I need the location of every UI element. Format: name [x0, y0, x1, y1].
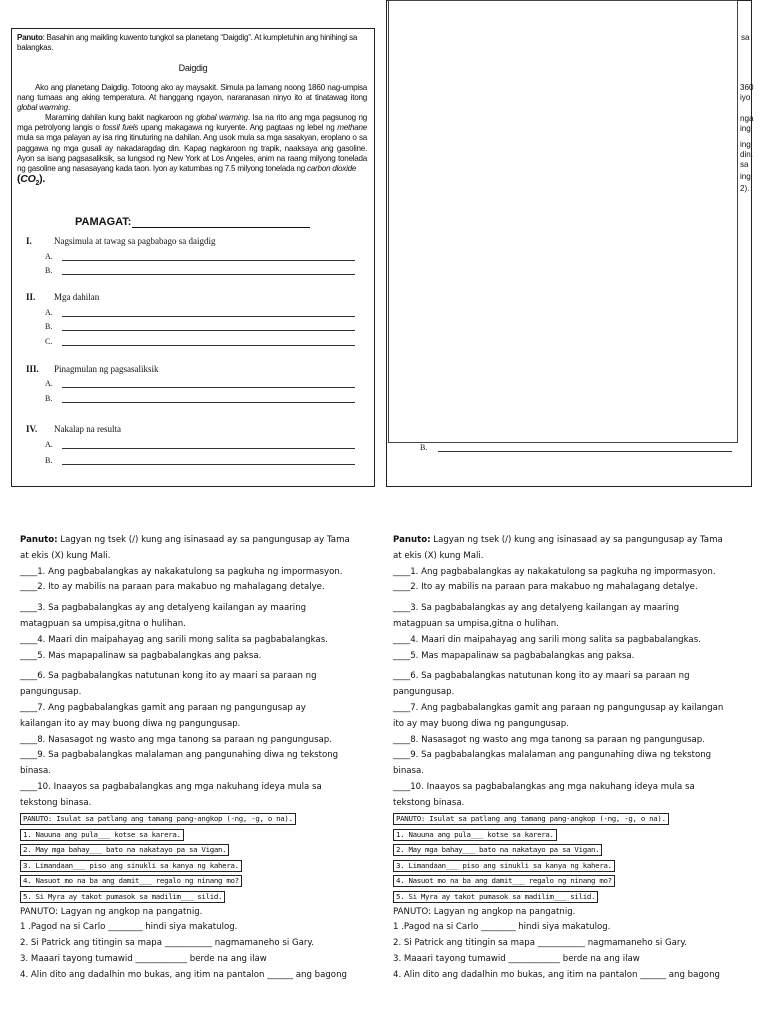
angkop-item-5[interactable]: 5. Si Myra ay takot pumasok sa madilim___ silid.	[20, 891, 225, 903]
angkop-item-1[interactable]: 1. Nauuna ang pula___ kotse sa karera.	[393, 829, 557, 841]
outline-blank-copy-b[interactable]: B.	[420, 443, 740, 453]
pangatnig-item-1[interactable]: 1 .Pagod na si Carlo ________ hindi siya makatulog.	[393, 922, 611, 933]
pangatnig-item-4[interactable]: 4. Alin dito ang dadalhin mo bukas, ang itim na pantalon ______ ang bagong	[20, 969, 347, 980]
item-7[interactable]: ____7. Ang pagbabalangkas gamit ang paraan ng pangungusap ay	[20, 702, 306, 713]
outline-title-blank[interactable]	[132, 227, 310, 228]
pangatnig-item-3[interactable]: 3. Maaari tayong tumawid ____________ berde na ang ilaw	[393, 953, 640, 964]
edge-fragment: nga	[740, 114, 754, 123]
item-2[interactable]: ____2. Ito ay mabilis na paraan para makabuo ng mahalagang detalye.	[20, 582, 325, 593]
angkop-item-3[interactable]: 3. Limandaan___ piso ang sinukli sa kanya ng kahera.	[20, 860, 242, 872]
angkop-item-1[interactable]: 1. Nauuna ang pula___ kotse sa karera.	[20, 829, 184, 841]
angkop-instruction: PANUTO: Isulat sa patlang ang tamang pang-angkop (-ng, -g, o na).	[20, 813, 296, 825]
panuto-instruction: Panuto: Lagyan ng tsek (/) kung ang isinasaad ay sa pangungusap ay Tama	[393, 535, 723, 545]
worksheet-left	[20, 533, 380, 984]
outline-section-3: III. Pinagmulan ng pagsasaliksik	[26, 364, 159, 374]
panuto-instruction-cont: at ekis (X) kung Mali.	[20, 550, 111, 561]
edge-fragment: sa	[741, 33, 750, 42]
worksheet-right	[393, 533, 753, 984]
item-7[interactable]: ____7. Ang pagbabalangkas gamit ang paraan ng pangungusap ay kailangan	[393, 702, 724, 713]
edge-fragment: ing	[740, 172, 751, 181]
item-10[interactable]: ____10. Inaayos sa pagbabalangkas ang mga nakuhang ideya mula sa	[20, 781, 322, 792]
item-6-cont: pangungusap.	[393, 687, 455, 698]
outline-section-4: IV. Nakalap na resulta	[26, 424, 121, 434]
item-10[interactable]: ____10. Inaayos sa pagbabalangkas ang mga nakuhang ideya mula sa	[393, 781, 695, 792]
item-9-cont: binasa.	[20, 766, 52, 777]
outline-blank-1a[interactable]: A.	[45, 252, 360, 262]
item-7-cont: ito ay may buong diwa ng pangungusap.	[393, 718, 569, 729]
edge-fragment: 360	[740, 83, 754, 92]
outline-blank-4a[interactable]: A.	[45, 440, 360, 450]
outline-blank-3b[interactable]: B.	[45, 394, 360, 404]
item-6[interactable]: ____6. Sa pagbabalangkas natutunan kong ito ay maari sa paraan ng	[20, 671, 317, 682]
outline-section-2: II. Mga dahilan	[26, 292, 100, 302]
item-5[interactable]: ____5. Mas mapapalinaw sa pagbabalangkas ang paksa.	[20, 650, 262, 661]
angkop-item-4[interactable]: 4. Nasuot mo na ba ang damit___ regalo ng ninang mo?	[393, 875, 615, 887]
pangatnig-item-2[interactable]: 2. Si Patrick ang titingin sa mapa ___________ nagmamaneho si Gary.	[20, 938, 314, 949]
angkop-item-5[interactable]: 5. Si Myra ay takot pumasok sa madilim___ silid.	[393, 891, 598, 903]
item-2[interactable]: ____2. Ito ay mabilis na paraan para makabuo ng mahalagang detalye.	[393, 582, 698, 593]
item-9[interactable]: ____9. Sa pagbabalangkas malalaman ang pangunahing diwa ng tekstong	[20, 750, 339, 761]
pangatnig-item-1[interactable]: 1 .Pagod na si Carlo ________ hindi siya makatulog.	[20, 922, 238, 933]
pangatnig-instruction: PANUTO: Lagyan ng angkop na pangatnig.	[20, 906, 203, 917]
cover-panel	[388, 0, 738, 443]
item-1[interactable]: ____1. Ang pagbabalangkas ay nakakatulong sa pagkuha ng impormasyon.	[393, 566, 716, 577]
outline-blank-3a[interactable]: A.	[45, 379, 360, 389]
co2-formula: $CO_2$	[20, 172, 40, 187]
outline-blank-4b[interactable]: B.	[45, 456, 360, 466]
outline-blank-2b[interactable]: B.	[45, 322, 360, 332]
angkop-item-2[interactable]: 2. May mga bahay___ bato na nakatayo pa sa Vigan.	[393, 844, 602, 856]
panuto-instruction-cont: at ekis (X) kung Mali.	[393, 550, 484, 561]
panuto-instruction: Panuto: Lagyan ng tsek (/) kung ang isinasaad ay sa pangungusap ay Tama	[20, 535, 350, 545]
item-3[interactable]: ____3. Sa pagbabalangkas ay ang detalyeng kailangan ay maaring	[20, 603, 307, 614]
edge-fragment: 2).	[740, 184, 750, 193]
angkop-instruction: PANUTO: Isulat sa patlang ang tamang pang-angkop (-ng, -g, o na).	[393, 813, 669, 825]
edge-fragment: ing	[740, 124, 751, 133]
item-5[interactable]: ____5. Mas mapapalinaw sa pagbabalangkas ang paksa.	[393, 650, 635, 661]
outline-blank-1b[interactable]: B.	[45, 266, 360, 276]
story-body: Ako ang planetang Daigdig. Totoong ako ay maysakit. Simula pa lamang noong 1860 nag-umpisa nang tumaas ang aking temperatura. At hanggang ngayon, nararanasan ninyo ito at tinatawag itong global warming. Maraming dahilan kung bakit nagkaroon ng global warming. Isa na rito ang mga pagsunog ng mga petrolyong langis o fossil fuels upang makagawa ng kuryente. Ang pagtaas ng lebel ng methane mula sa mga palayan ay isa ring itinuturing na dahilan. Ang usok mula sa mga sasakyan, eroplano o sa paggawa ng mga gusali ay nakadaragdag din. Kapag nagkaroon ng trapik, naaksaya ang gasoline. Ayon sa isang pagsasaliksik, sa lungsod ng New York at Los Angeles, anim na raang milyong tonelada ng gasoline ang nasasayang kada taon. Iyon ay katumbas ng 7.5 milyong tonelada ng carbon dioxide $(CO_2)$.	[17, 83, 368, 187]
item-7-cont: kailangan ito ay may buong diwa ng pangungusap.	[20, 718, 241, 729]
item-8[interactable]: ____8. Nasasagot ng wasto ang mga tanong sa paraan ng pangungusap.	[393, 734, 705, 745]
item-3[interactable]: ____3. Sa pagbabalangkas ay ang detalyeng kailangan ay maaring	[393, 603, 680, 614]
item-10-cont: tekstong binasa.	[393, 797, 465, 808]
edge-fragment: iyo	[740, 93, 751, 102]
angkop-item-3[interactable]: 3. Limandaan___ piso ang sinukli sa kanya ng kahera.	[393, 860, 615, 872]
outline-blank-2c[interactable]: C.	[45, 337, 360, 347]
pangatnig-item-2[interactable]: 2. Si Patrick ang titingin sa mapa ___________ nagmamaneho si Gary.	[393, 938, 687, 949]
angkop-item-2[interactable]: 2. May mga bahay___ bato na nakatayo pa sa Vigan.	[20, 844, 229, 856]
item-9[interactable]: ____9. Sa pagbabalangkas malalaman ang pangunahing diwa ng tekstong	[393, 750, 712, 761]
item-1[interactable]: ____1. Ang pagbabalangkas ay nakakatulong sa pagkuha ng impormasyon.	[20, 566, 343, 577]
outline-title-label: PAMAGAT:	[75, 216, 132, 228]
edge-fragment: din.	[740, 150, 754, 159]
item-3-cont: matagpuan sa umpisa,gitna o hulihan.	[20, 618, 186, 629]
pangatnig-instruction: PANUTO: Lagyan ng angkop na pangatnig.	[393, 906, 576, 917]
pangatnig-item-4[interactable]: 4. Alin dito ang dadalhin mo bukas, ang itim na pantalon ______ ang bagong	[393, 969, 720, 980]
item-6[interactable]: ____6. Sa pagbabalangkas natutunan kong ito ay maari sa paraan ng	[393, 671, 690, 682]
item-3-cont: matagpuan sa umpisa,gitna o hulihan.	[393, 618, 559, 629]
edge-fragment: ing	[740, 140, 751, 149]
angkop-item-4[interactable]: 4. Nasuot mo na ba ang damit___ regalo ng ninang mo?	[20, 875, 242, 887]
item-4[interactable]: ____4. Maari din maipahayag ang sarili mong salita sa pagbabalangkas.	[393, 634, 701, 645]
item-6-cont: pangungusap.	[20, 687, 82, 698]
item-9-cont: binasa.	[393, 766, 425, 777]
outline-section-1: I. Nagsimula at tawag sa pagbabago sa daigdig	[26, 236, 216, 246]
item-8[interactable]: ____8. Nasasagot ng wasto ang mga tanong sa paraan ng pangungusap.	[20, 734, 332, 745]
edge-fragment: sa	[740, 160, 749, 169]
outline-blank-2a[interactable]: A.	[45, 308, 360, 318]
pangatnig-item-3[interactable]: 3. Maaari tayong tumawid ____________ berde na ang ilaw	[20, 953, 267, 964]
story-title: Daigdig	[178, 63, 208, 73]
reading-instruction: Panuto: Basahin ang maikling kuwento tungkol sa planetang “Daigdig”. At kumpletuhin ang hinihingi sa balangkas.	[17, 33, 358, 52]
item-10-cont: tekstong binasa.	[20, 797, 92, 808]
item-4[interactable]: ____4. Maari din maipahayag ang sarili mong salita sa pagbabalangkas.	[20, 634, 328, 645]
